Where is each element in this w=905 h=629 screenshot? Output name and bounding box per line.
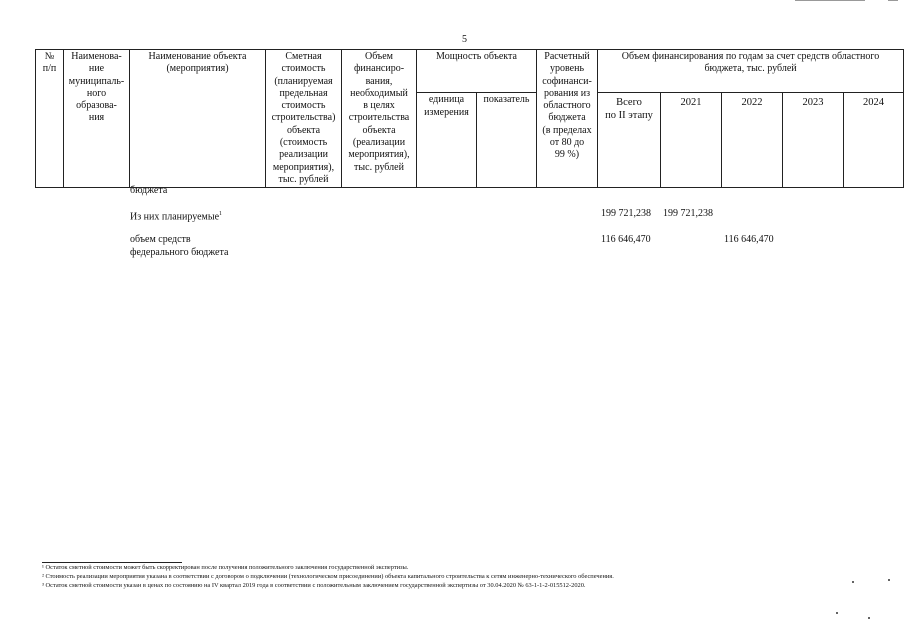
scan-mark	[888, 0, 898, 2]
footnote-ref: 1	[219, 211, 223, 217]
header-object: Наименование объекта (мероприятия)	[130, 50, 266, 188]
planned-label-text: Из них планируемые	[130, 211, 220, 223]
header-funding: Объем финансирования по годам за счет средств областного бюджета, тыс. рублей	[598, 50, 904, 93]
planned-2021-value: 199 721,238	[663, 208, 713, 219]
header-num: № п/п	[36, 50, 64, 188]
header-year: 2024	[844, 93, 904, 188]
header-total: Всего по II этапу	[598, 93, 661, 188]
funding-table-header	[35, 49, 904, 188]
federal-total-value: 116 646,470	[601, 234, 651, 245]
footnote-3: ³ Остаток сметной стоимости указан в ценах по состоянию на IV квартал 2019 года в соответствии с положительным заключением государственной экспертизы от 30.04.2020 № 63-1-1-2-015512-2020.	[42, 582, 586, 589]
federal-budget-label: объем средств федерального бюджета	[130, 234, 229, 258]
page-number: 5	[462, 34, 467, 45]
scan-speck	[888, 579, 890, 581]
scan-speck	[836, 612, 838, 614]
header-year: 2022	[722, 93, 783, 188]
header-year: 2023	[783, 93, 844, 188]
header-estimate: Сметная стоимость (планируемая предельная стоимость строительства) объекта (стоимость реализации мероприятия), тыс. рублей	[266, 50, 342, 188]
federal-2022-value: 116 646,470	[724, 234, 774, 245]
scan-speck	[868, 617, 870, 619]
header-municipality: Наименова- ние муниципаль- ного образова- ния	[64, 50, 130, 188]
header-volume: Объем финансиро- вания, необходимый в целях строительства объекта (реализации мероприятия), тыс. рублей	[342, 50, 417, 188]
header-capacity-unit: единица измерения	[417, 93, 477, 188]
scan-mark	[795, 0, 865, 2]
scan-speck	[852, 581, 854, 583]
planned-label	[130, 208, 222, 224]
header-cofinancing: Расчетный уровень софинанси- рования из областного бюджета (в пределах от 80 до 99 %)	[537, 50, 598, 188]
header-capacity: Мощность объекта	[417, 50, 537, 93]
header-year: 2021	[661, 93, 722, 188]
footnote-divider	[42, 562, 182, 563]
budget-tail-text: бюджета	[130, 185, 168, 196]
planned-total-value: 199 721,238	[601, 208, 651, 219]
footnote-1: ¹ Остаток сметной стоимости может быть скорректирован после получения положительного заключения государственной экспертизы.	[42, 564, 409, 571]
header-capacity-value: показатель	[477, 93, 537, 188]
footnote-2: ² Стоимость реализации мероприятия указана в соответствии с договором о подключении (технологическом присоединении) объекта капитального строительства к сетям инженерно-технического обеспечения.	[42, 573, 614, 580]
